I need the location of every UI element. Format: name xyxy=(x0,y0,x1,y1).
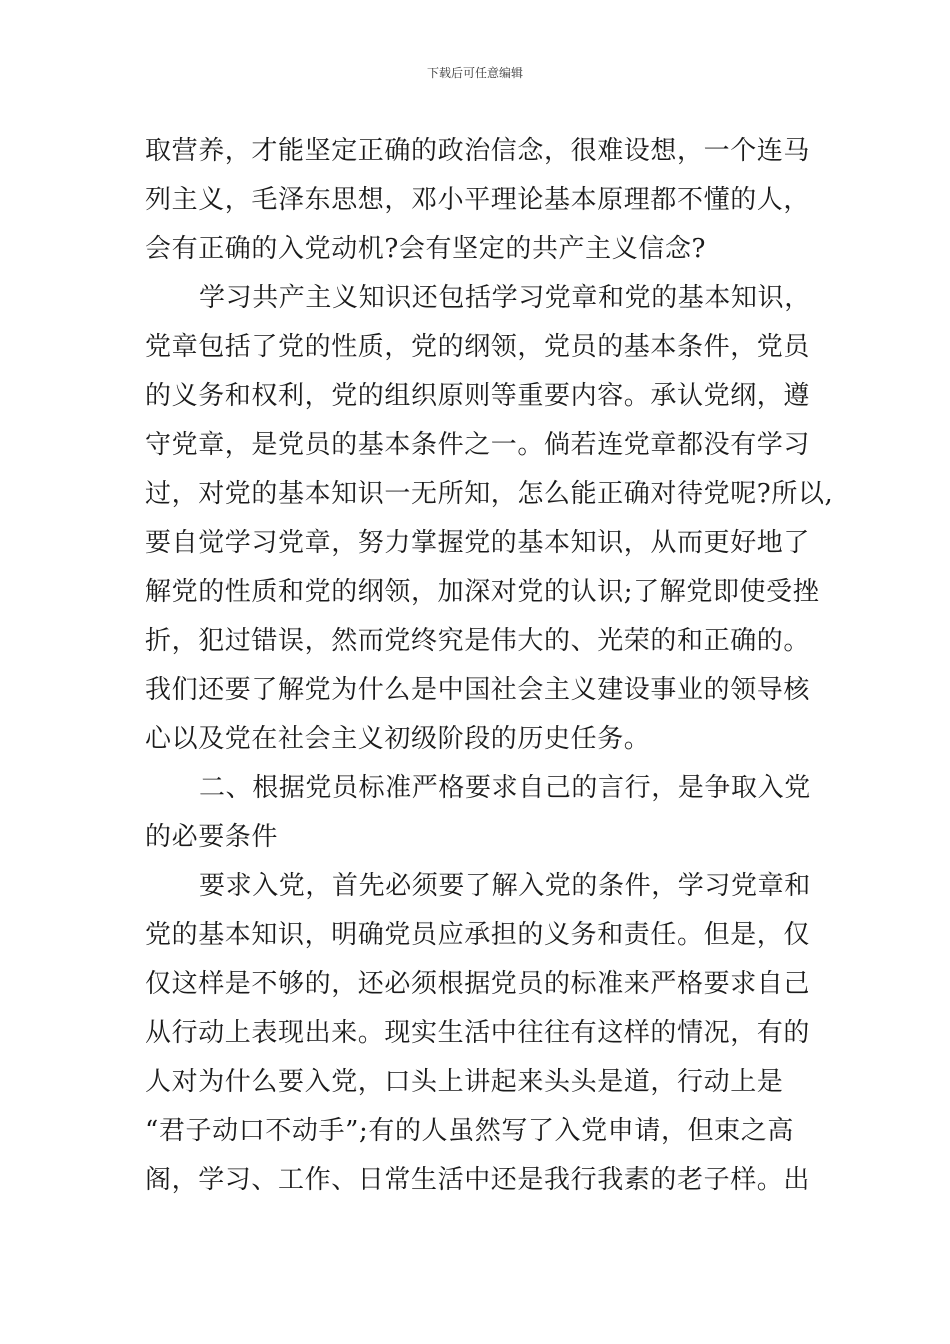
text-line: 我们还要了解党为什么是中国社会主义建设事业的领导核 xyxy=(145,675,811,705)
text-line: 守党章，是党员的基本条件之一。倘若连党章都没有学习 xyxy=(145,430,811,460)
text-line: 取营养，才能坚定正确的政治信念，很难设想，一个连马 xyxy=(145,136,811,166)
text-line: 要自觉学习党章，努力掌握党的基本知识，从而更好地了 xyxy=(145,528,811,558)
text-line: 仅这样是不够的，还必须根据党员的标准来严格要求自己 xyxy=(145,969,811,999)
text-line: 要求入党，首先必须要了解入党的条件，学习党章和 xyxy=(199,871,811,901)
section-heading-line: 的必要条件 xyxy=(145,822,279,852)
text-line: 党的基本知识，明确党员应承担的义务和责任。但是，仅 xyxy=(145,920,811,950)
text-line: 党章包括了党的性质，党的纲领，党员的基本条件，党员 xyxy=(145,332,811,362)
text-line: 折，犯过错误，然而党终究是伟大的、光荣的和正确的。 xyxy=(145,626,811,656)
section-heading-line: 二、根据党员标准严格要求自己的言行，是争取入党 xyxy=(199,773,811,803)
text-line: 人对为什么要入党，口头上讲起来头头是道，行动上是 xyxy=(145,1067,784,1097)
text-line: 从行动上表现出来。现实生活中往往有这样的情况，有的 xyxy=(145,1018,811,1048)
text-line: 列主义，毛泽东思想，邓小平理论基本原理都不懂的人， xyxy=(145,185,811,215)
text-line: 过，对党的基本知识一无所知，怎么能正确对待党呢?所以, xyxy=(145,479,834,509)
text-line: 会有正确的入党动机?会有坚定的共产主义信念? xyxy=(145,234,707,264)
text-line: 学习共产主义知识还包括学习党章和党的基本知识， xyxy=(199,283,811,313)
text-line: “君子动口不动手”;有的人虽然写了入党申请，但束之高 xyxy=(145,1116,794,1146)
document-body xyxy=(145,127,834,1205)
text-line: 解党的性质和党的纲领，加深对党的认识;了解党即使受挫 xyxy=(145,577,820,607)
text-line: 阁，学习、工作、日常生活中还是我行我素的老子样。出 xyxy=(145,1165,811,1195)
text-line: 的义务和权利，党的组织原则等重要内容。承认党纲，遵 xyxy=(145,381,811,411)
page-header: 下载后可任意编辑 xyxy=(426,66,523,80)
text-line: 心以及党在社会主义初级阶段的历史任务。 xyxy=(145,724,651,754)
